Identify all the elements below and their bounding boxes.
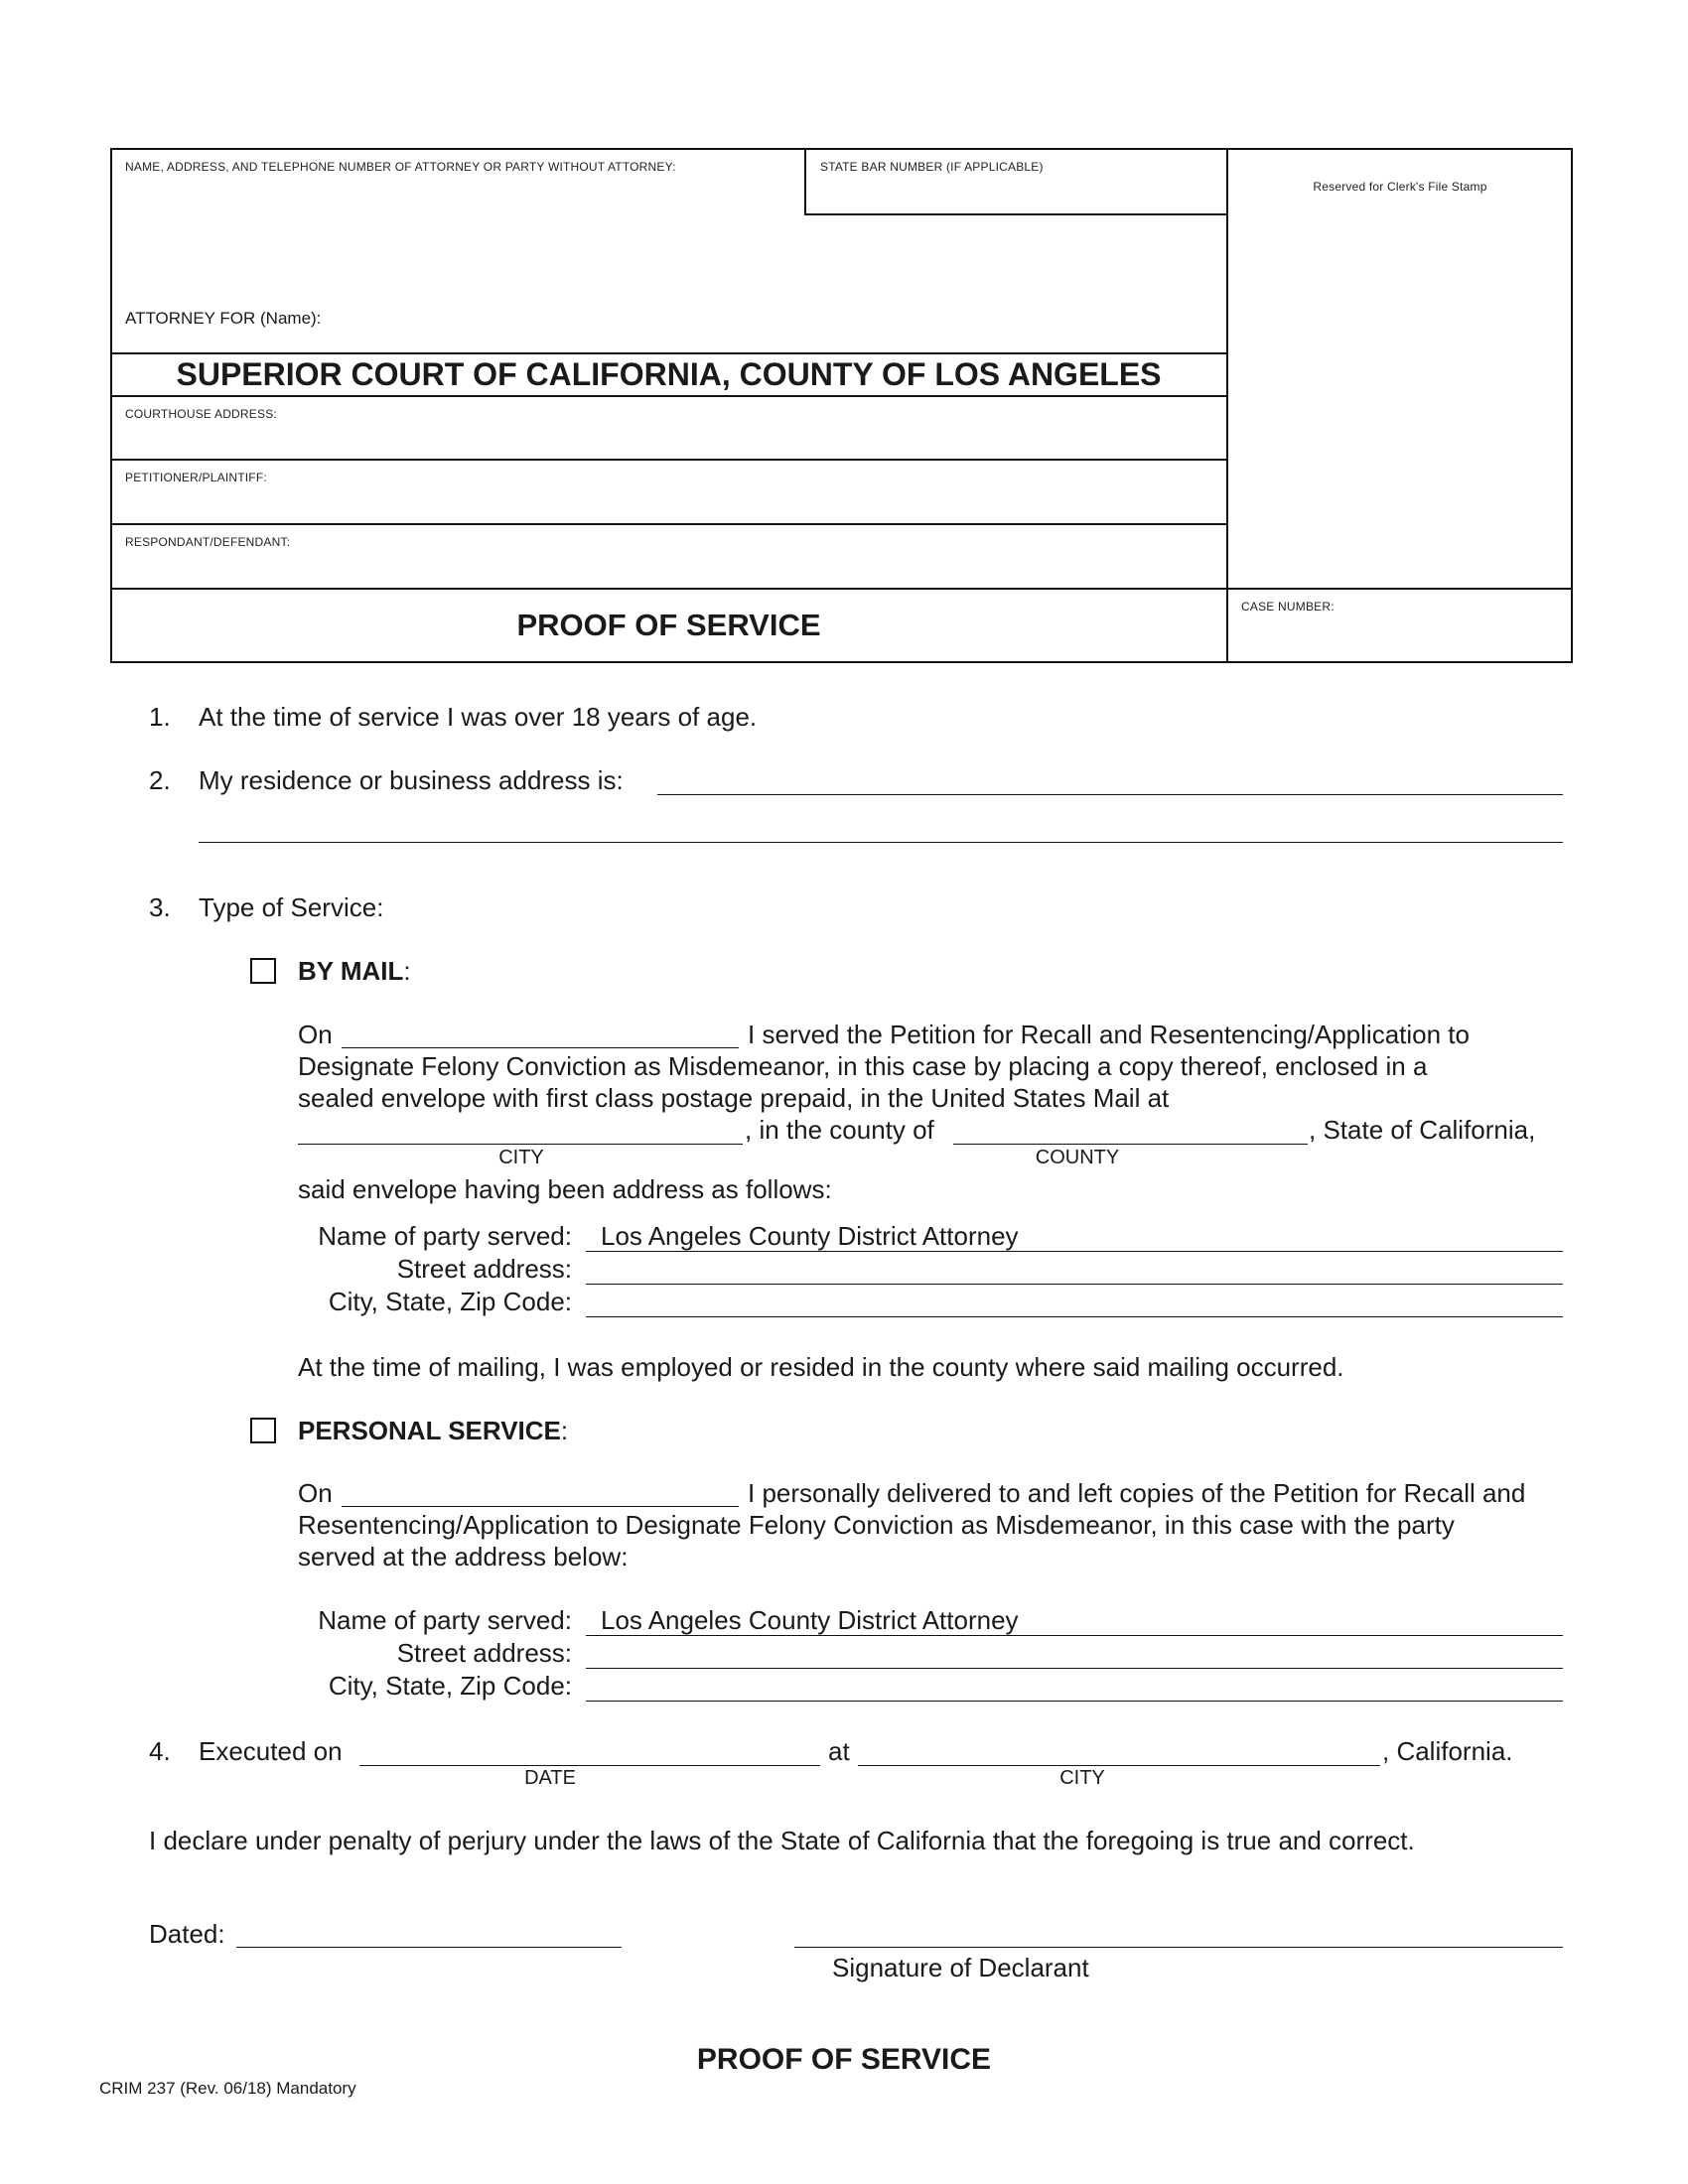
executed-date-caption: DATE	[524, 1767, 576, 1789]
by-mail-city-caption: CITY	[498, 1147, 544, 1168]
by-mail-checkbox[interactable]	[250, 958, 276, 984]
item-2-text: My residence or business address is:	[199, 765, 624, 795]
by-mail-line2: Designate Felony Conviction as Misdemeanor, in this case by placing a copy thereof, enclosed in a	[298, 1051, 1428, 1081]
by-mail-date-line[interactable]	[342, 1047, 739, 1048]
personal-date-line[interactable]	[342, 1506, 739, 1507]
attorney-for-label: ATTORNEY FOR (Name):	[125, 309, 322, 328]
item-3-text: Type of Service:	[199, 892, 384, 922]
by-mail-addressed: said envelope having been address as follows:	[298, 1174, 832, 1204]
state-bar-label: STATE BAR NUMBER (IF APPLICABLE)	[820, 160, 1044, 174]
personal-name-line[interactable]	[586, 1635, 1563, 1636]
by-mail-title: BY MAIL	[298, 956, 404, 986]
respondent-label: RESPONDANT/DEFENDANT:	[125, 535, 291, 549]
by-mail-county-caption: COUNTY	[1035, 1147, 1120, 1168]
row-line-respondent	[110, 523, 1227, 525]
address-line-1[interactable]	[657, 794, 1563, 795]
personal-street-label: Street address:	[396, 1638, 572, 1668]
bar-bottom	[804, 213, 1227, 215]
executed-at: at	[828, 1736, 850, 1766]
personal-name-label: Name of party served:	[318, 1605, 572, 1635]
by-mail-line1: I served the Petition for Recall and Resentencing/Application to	[748, 1020, 1470, 1049]
case-number-label: CASE NUMBER:	[1241, 600, 1335, 614]
item-1-number: 1.	[149, 702, 171, 732]
by-mail-heading	[298, 955, 411, 987]
by-mail-state: , State of California,	[1309, 1115, 1536, 1145]
personal-line1: I personally delivered to and left copies of the Petition for Recall and	[748, 1478, 1526, 1508]
by-mail-mailing-note: At the time of mailing, I was employed or resided in the county where said mailing occurred.	[298, 1352, 1344, 1382]
item-3-number: 3.	[149, 892, 171, 922]
caption-box	[110, 148, 1573, 663]
dated-line[interactable]	[236, 1947, 622, 1948]
attorney-label: NAME, ADDRESS, AND TELEPHONE NUMBER OF ATTORNEY OR PARTY WITHOUT ATTORNEY:	[125, 160, 676, 174]
personal-service-heading	[298, 1415, 568, 1446]
by-mail-city-line[interactable]	[298, 1144, 743, 1145]
item-2-number: 2.	[149, 765, 171, 795]
clerk-divider	[1226, 148, 1228, 663]
by-mail-name-line[interactable]	[586, 1251, 1563, 1252]
by-mail-street-label: Street address:	[396, 1254, 572, 1284]
by-mail-name-label: Name of party served:	[318, 1221, 572, 1251]
by-mail-citystate-line[interactable]	[586, 1316, 1563, 1317]
address-line-2[interactable]	[199, 842, 1563, 843]
personal-on: On	[298, 1478, 333, 1508]
clerk-stamp-label: Reserved for Clerk's File Stamp	[1313, 180, 1487, 194]
personal-service-title: PERSONAL SERVICE	[298, 1416, 561, 1445]
footer-title: PROOF OF SERVICE	[696, 2043, 992, 2076]
personal-line3: served at the address below:	[298, 1542, 629, 1571]
dated-label: Dated:	[149, 1919, 225, 1949]
executed-city-caption: CITY	[1059, 1767, 1105, 1789]
row-line-title	[110, 588, 1573, 590]
form-title: PROOF OF SERVICE	[516, 608, 821, 642]
personal-service-checkbox[interactable]	[250, 1418, 276, 1443]
bar-divider	[804, 148, 806, 214]
item-1-text: At the time of service I was over 18 years of age.	[199, 702, 758, 732]
signature-line[interactable]	[794, 1947, 1563, 1948]
by-mail-street-line[interactable]	[586, 1284, 1563, 1285]
executed-date-line[interactable]	[359, 1765, 820, 1766]
personal-citystate-line[interactable]	[586, 1701, 1563, 1702]
by-mail-city-label: City, State, Zip Code:	[328, 1287, 572, 1316]
personal-street-line[interactable]	[586, 1668, 1563, 1669]
by-mail-county-line[interactable]	[953, 1144, 1308, 1145]
by-mail-on: On	[298, 1020, 333, 1049]
executed-city-line[interactable]	[858, 1765, 1380, 1766]
footer-form-id: CRIM 237 (Rev. 06/18) Mandatory	[99, 2079, 356, 2098]
row-line-courthouse	[110, 395, 1227, 397]
row-line-petitioner	[110, 459, 1227, 461]
executed-california: , California.	[1382, 1736, 1513, 1766]
personal-line2: Resentencing/Application to Designate Felony Conviction as Misdemeanor, in this case with the party	[298, 1510, 1455, 1540]
petitioner-label: PETITIONER/PLAINTIFF:	[125, 471, 267, 484]
personal-service-colon: :	[560, 1416, 569, 1445]
personal-city-label: City, State, Zip Code:	[328, 1671, 572, 1701]
personal-name-value: Los Angeles County District Attorney	[601, 1605, 1019, 1635]
executed-label: Executed on	[199, 1736, 343, 1766]
declaration-text: I declare under penalty of perjury under the laws of the State of California that the foregoing is true and correct.	[149, 1826, 1415, 1855]
item-4-number: 4.	[149, 1736, 171, 1766]
by-mail-name-value: Los Angeles County District Attorney	[601, 1221, 1019, 1251]
by-mail-line3: sealed envelope with first class postage prepaid, in the United States Mail at	[298, 1083, 1170, 1113]
signature-label: Signature of Declarant	[832, 1953, 1089, 1982]
court-title: SUPERIOR COURT OF CALIFORNIA, COUNTY OF LOS ANGELES	[176, 356, 1162, 392]
by-mail-colon: :	[403, 956, 411, 986]
by-mail-in-county: , in the county of	[745, 1115, 934, 1145]
courthouse-label: COURTHOUSE ADDRESS:	[125, 407, 277, 421]
